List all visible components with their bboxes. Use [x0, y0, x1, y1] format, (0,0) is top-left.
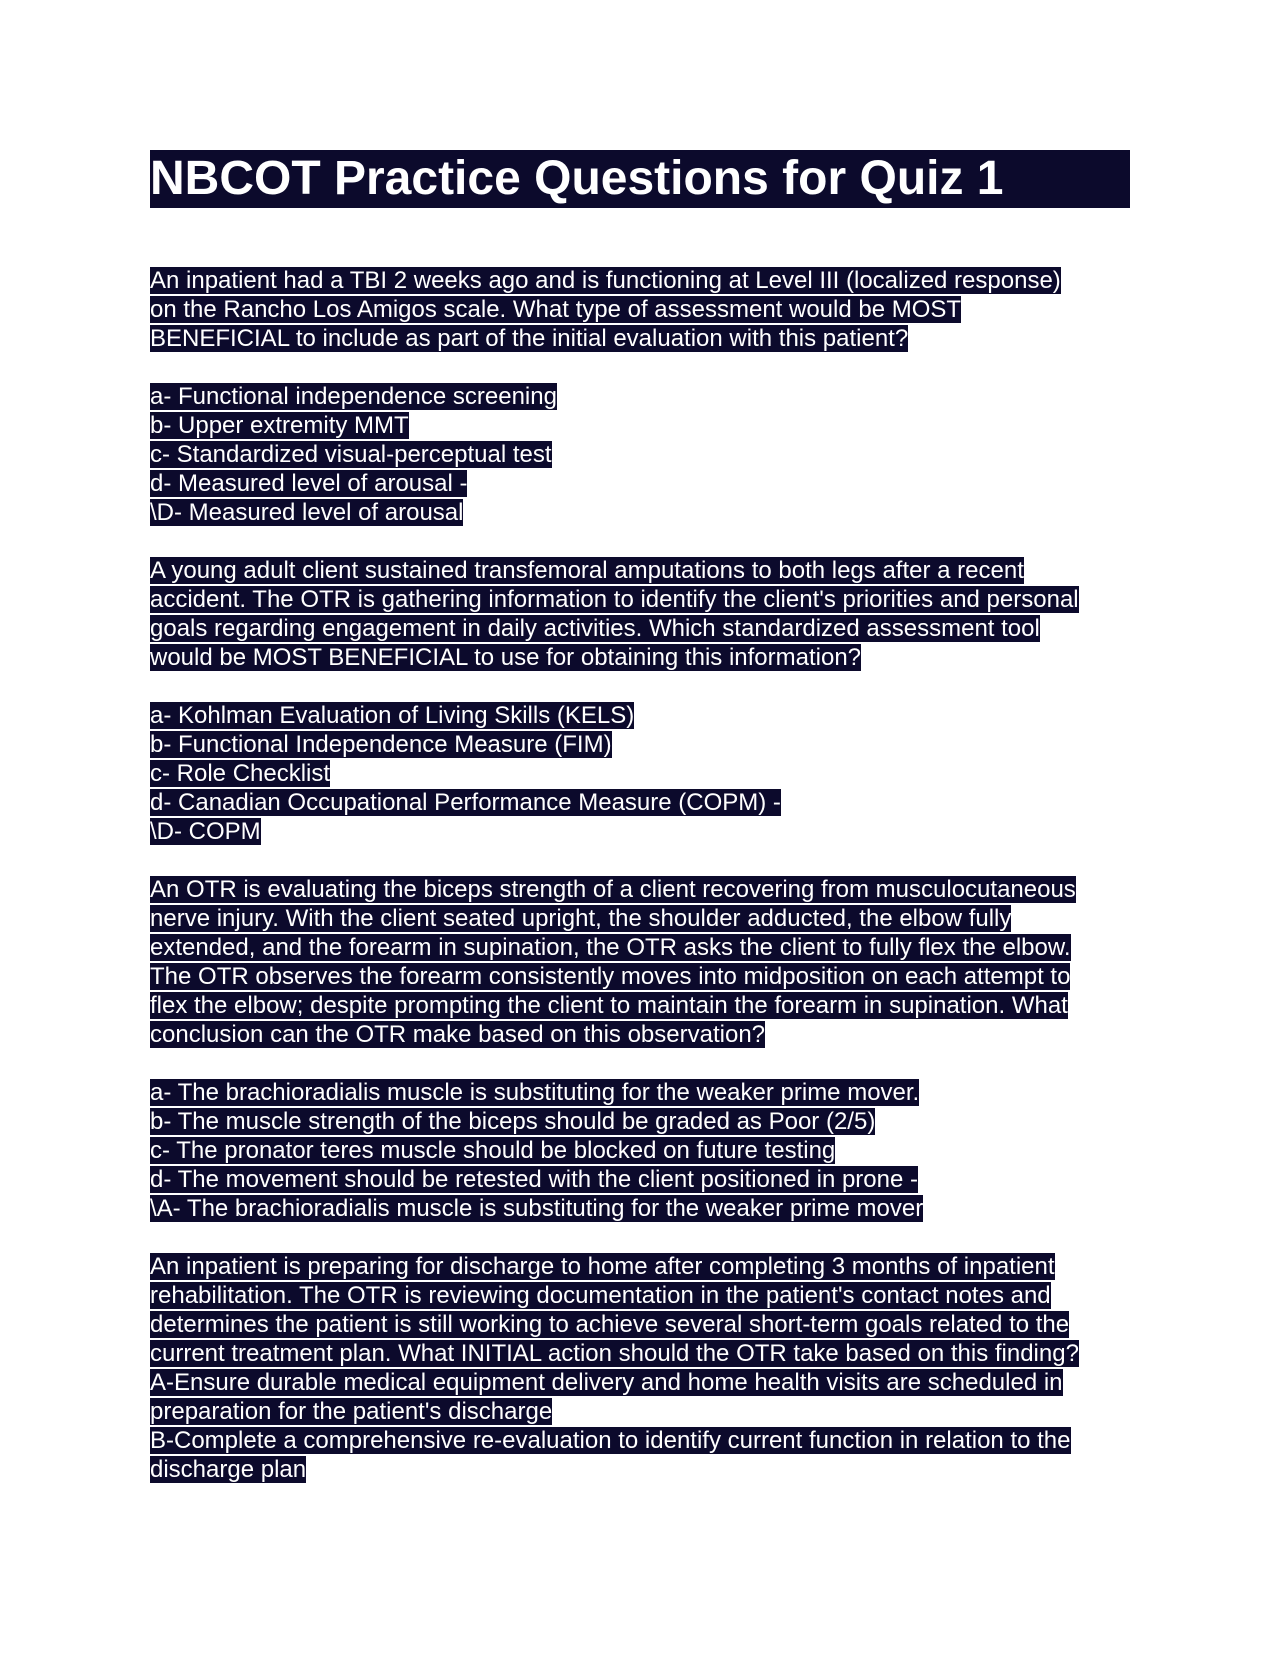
question-line: conclusion can the OTR make based on this observation? — [150, 1021, 766, 1048]
option-c: c- Role Checklist — [150, 760, 331, 787]
option-a: a- Kohlman Evaluation of Living Skills (KELS) — [150, 702, 635, 729]
answer-key: \D- COPM — [150, 818, 261, 845]
option-a: a- The brachioradialis muscle is substituting for the weaker prime mover. — [150, 1079, 920, 1106]
question-line: current treatment plan. What INITIAL action should the OTR take based on this finding? — [150, 1340, 1079, 1367]
option-d: d- The movement should be retested with the client positioned in prone - — [150, 1166, 918, 1193]
option-b: B-Complete a comprehensive re-evaluation to identify current function in relation to the — [150, 1427, 1071, 1454]
question-2-options — [150, 701, 1130, 846]
question-line: would be MOST BENEFICIAL to use for obtaining this information? — [150, 644, 862, 671]
question-line: BENEFICIAL to include as part of the initial evaluation with this patient? — [150, 325, 909, 352]
question-3-options — [150, 1078, 1130, 1223]
question-line: on the Rancho Los Amigos scale. What type of assessment would be MOST — [150, 296, 962, 323]
option-a: A-Ensure durable medical equipment delivery and home health visits are scheduled in — [150, 1369, 1063, 1396]
option-a: a- Functional independence screening — [150, 383, 557, 410]
question-line: The OTR observes the forearm consistently moves into midposition on each attempt to — [150, 963, 1071, 990]
option-c: c- The pronator teres muscle should be blocked on future testing — [150, 1137, 836, 1164]
option-c: c- Standardized visual-perceptual test — [150, 441, 552, 468]
question-line: accident. The OTR is gathering information to identify the client's priorities and personal — [150, 586, 1079, 613]
answer-key: \A- The brachioradialis muscle is substituting for the weaker prime mover — [150, 1195, 924, 1222]
question-line: An OTR is evaluating the biceps strength of a client recovering from musculocutaneous — [150, 876, 1076, 903]
document-page — [150, 150, 1130, 1513]
question-1-text — [150, 266, 1130, 353]
question-line: goals regarding engagement in daily activities. Which standardized assessment tool — [150, 615, 1040, 642]
question-line: A young adult client sustained transfemoral amputations to both legs after a recent — [150, 557, 1024, 584]
question-line: An inpatient is preparing for discharge to home after completing 3 months of inpatient — [150, 1253, 1055, 1280]
option-b: b- Functional Independence Measure (FIM) — [150, 731, 612, 758]
question-4-text — [150, 1252, 1130, 1484]
question-3-text — [150, 875, 1130, 1049]
question-line: flex the elbow; despite prompting the client to maintain the forearm in supination. What — [150, 992, 1068, 1019]
option-b-continued: discharge plan — [150, 1456, 307, 1483]
option-d: d- Measured level of arousal - — [150, 470, 468, 497]
question-line: nerve injury. With the client seated upright, the shoulder adducted, the elbow fully — [150, 905, 1012, 932]
question-1-options — [150, 382, 1130, 527]
option-b: b- Upper extremity MMT — [150, 412, 409, 439]
option-a-continued: preparation for the patient's discharge — [150, 1398, 553, 1425]
option-d: d- Canadian Occupational Performance Measure (COPM) - — [150, 789, 781, 816]
question-line: rehabilitation. The OTR is reviewing documentation in the patient's contact notes and — [150, 1282, 1051, 1309]
page-title: NBCOT Practice Questions for Quiz 1 — [150, 150, 1130, 208]
question-line: determines the patient is still working to achieve several short-term goals related to the — [150, 1311, 1070, 1338]
answer-key: \D- Measured level of arousal — [150, 499, 464, 526]
question-line: An inpatient had a TBI 2 weeks ago and is functioning at Level III (localized response) — [150, 267, 1061, 294]
question-2-text — [150, 556, 1130, 672]
option-b: b- The muscle strength of the biceps should be graded as Poor (2/5) — [150, 1108, 876, 1135]
question-line: extended, and the forearm in supination, the OTR asks the client to fully flex the elbow. — [150, 934, 1071, 961]
